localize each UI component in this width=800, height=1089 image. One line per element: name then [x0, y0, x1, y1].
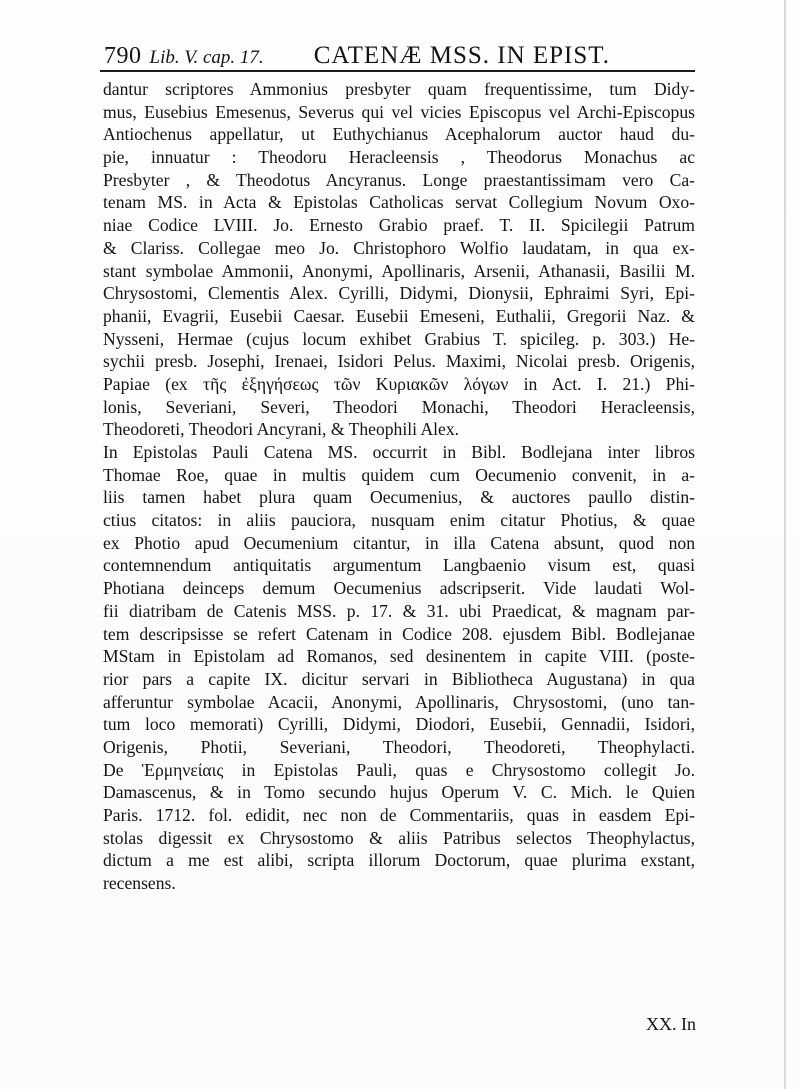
text-line: ex Photio apud Oecumenium citantur, in illa Catena absunt, quod non — [103, 532, 695, 553]
page-edge-shadow — [784, 0, 786, 1089]
text-line: afferuntur symbolae Acacii, Anonymi, Apollinaris, Chrysostomi, (uno tan- — [103, 691, 695, 712]
text-block — [103, 78, 695, 895]
text-line: niae Codice LVIII. Jo. Ernesto Grabio praef. T. II. Spicilegii Patrum — [103, 215, 695, 236]
text-line: dictum a me est alibi, scripta illorum Doctorum, quae plurima exstant, — [103, 850, 695, 871]
text-line: contemnendum antiquitatis argumentum Langbaenio visum est, quasi — [103, 555, 695, 576]
catchword: XX. In — [646, 1014, 696, 1034]
running-head — [104, 42, 664, 72]
text-line: Nysseni, Hermae (cujus locum exhibet Grabius T. spicileg. p. 303.) He- — [103, 328, 695, 349]
text-line: recensens. — [103, 873, 176, 894]
text-line: Thomae Roe, quae in multis quidem cum Oecumenio convenit, in a- — [103, 464, 695, 485]
text-line: sychii presb. Josephi, Irenaei, Isidori Pelus. Maximi, Nicolai presb. Origenis, — [103, 351, 695, 372]
text-line: Papiae (ex τῆς ἐξηγήσεως τῶν Κυριακῶν λόγων in Act. I. 21.) Phi- — [103, 373, 695, 394]
text-line: Chrysostomi, Clementis Alex. Cyrilli, Didymi, Dionysii, Ephraimi Syri, Epi- — [103, 283, 695, 304]
text-line: phanii, Evagrii, Eusebii Caesar. Eusebii Emeseni, Euthalii, Gregorii Naz. & — [103, 305, 695, 326]
text-line: stolas digessit ex Chrysostomo & aliis Patribus selectos Theophylactus, — [103, 827, 695, 848]
text-line: & Clariss. Collegae meo Jo. Christophoro Wolfio laudatam, in qua ex- — [103, 237, 695, 258]
text-line: Origenis, Photii, Severiani, Theodori, Theodoreti, Theophylacti. — [103, 736, 695, 757]
running-title: CATENÆ MSS. IN EPIST. — [313, 42, 610, 69]
text-line: Theodoreti, Theodori Ancyrani, & Theophili Alex. — [103, 419, 460, 440]
text-line: In Epistolas Pauli Catena MS. occurrit in Bibl. Bodlejana inter libros — [103, 442, 695, 462]
text-line: fii diatribam de Catenis MSS. p. 17. & 31. ubi Praedicat, & magnam par- — [103, 600, 695, 621]
text-line: liis tamen habet plura quam Oecumenius, & auctores paullo distin- — [103, 487, 695, 508]
text-line: MStam in Epistolam ad Romanos, sed desinentem in capite VIII. (poste- — [103, 646, 695, 667]
text-line: tem descripsisse se refert Catenam in Codice 208. ejusdem Bibl. Bodlejanae — [103, 623, 695, 644]
text-line: rior pars a capite IX. dicitur servari in Bibliotheca Augustana) in qua — [103, 668, 695, 689]
text-line: Photiana deinceps demum Oecumenius adscripserit. Vide laudati Wol- — [103, 578, 695, 599]
header-rule — [100, 70, 695, 72]
text-line: dantur scriptores Ammonius presbyter quam frequentissime, tum Didy- — [103, 79, 695, 99]
text-line: pie, innuatur : Theodoru Heracleensis , Theodorus Monachus ac — [103, 147, 695, 168]
text-line: lonis, Severiani, Severi, Theodori Monachi, Theodori Heracleensis, — [103, 396, 695, 417]
text-line: stant symbolae Ammonii, Anonymi, Apollinaris, Arsenii, Athanasii, Basilii M. — [103, 260, 695, 281]
text-line: tum loco memorati) Cyrilli, Didymi, Diodori, Eusebii, Gennadii, Isidori, — [103, 714, 695, 735]
page-number: 790 — [104, 43, 142, 69]
text-line: Damascenus, & in Tomo secundo hujus Operum V. C. Mich. le Quien — [103, 782, 695, 803]
text-line: ctius citatos: in aliis pauciora, nusquam enim citatur Photius, & quae — [103, 510, 695, 531]
text-line: De Ἑρμηνείαις in Epistolas Pauli, quas e Chrysostomo collegit Jo. — [103, 759, 695, 780]
book-chapter-reference: Lib. V. cap. 17. — [149, 47, 264, 68]
text-line: Antiochenus appellatur, ut Euthychianus Acephalorum auctor haud du- — [103, 124, 695, 145]
text-line: mus, Eusebius Emesenus, Severus qui vel vicies Episcopus vel Archi-Episcopus — [103, 101, 695, 122]
text-line: tenam MS. in Acta & Epistolas Catholicas servat Collegium Novum Oxo- — [103, 192, 695, 213]
text-line: Presbyter , & Theodotus Ancyranus. Longe praestantissimam vero Ca- — [103, 169, 695, 190]
text-line: Paris. 1712. fol. edidit, nec non de Commentariis, quas in easdem Epi- — [103, 805, 695, 825]
